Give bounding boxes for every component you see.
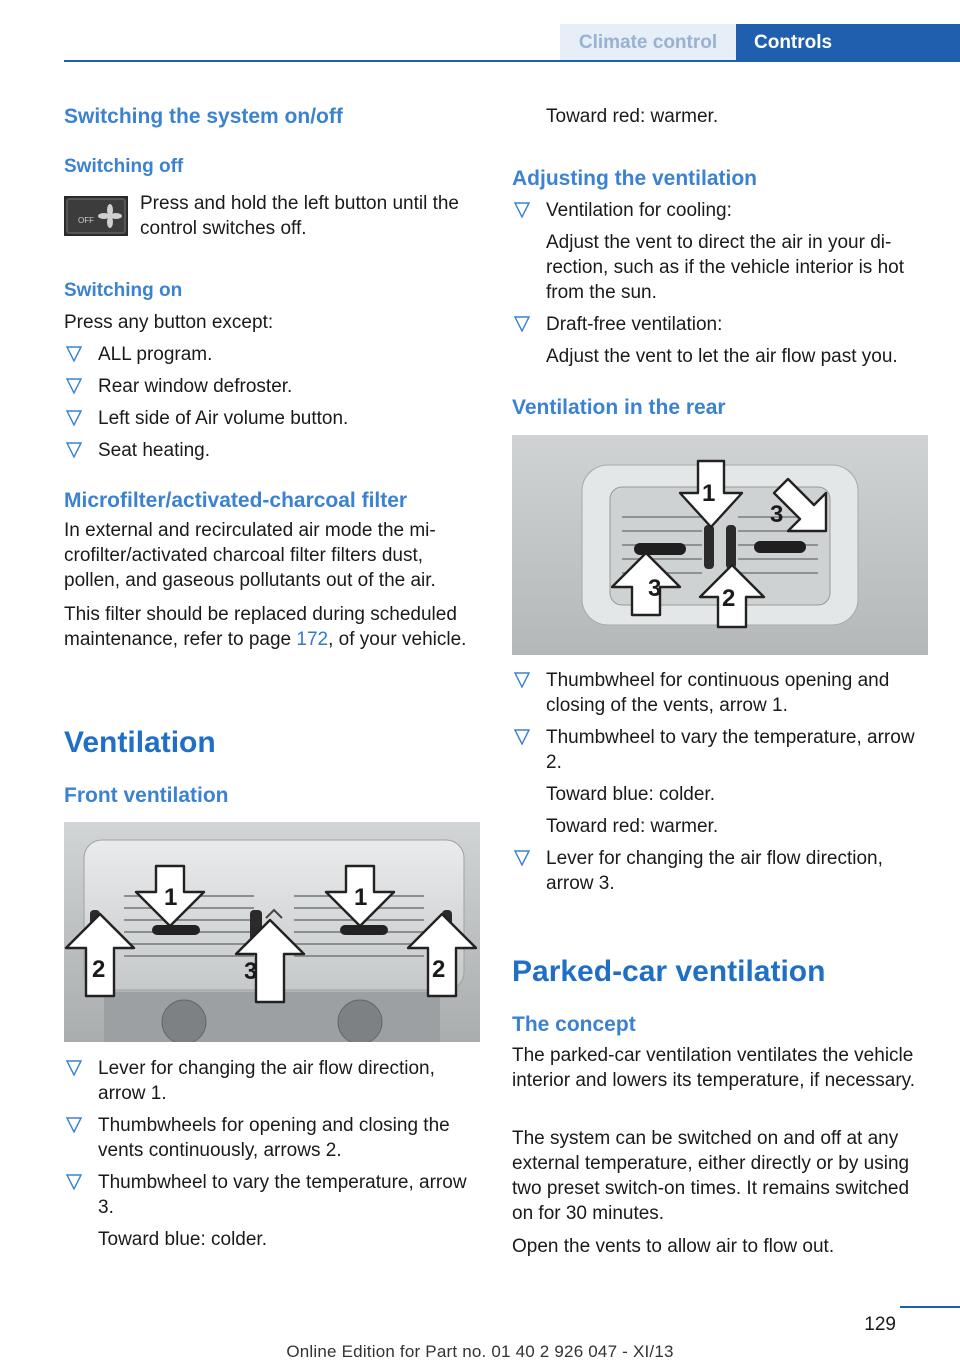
heading-switching-off: Switching off: [64, 156, 184, 177]
concept-paragraph-3: Open the vents to allow air to flow out.: [512, 1236, 835, 1257]
front-arrow-label: 1: [354, 884, 368, 911]
footer-edition: Online Edition for Part no. 01 40 2 926 047 - XI/13: [286, 1342, 674, 1361]
page-number: 129: [864, 1314, 896, 1335]
adjust-detail: Adjust the vent to let the air flow past you.: [546, 346, 898, 367]
switching-off-text: Press and hold the left button until the control switches off.: [140, 193, 459, 239]
bullet-triangle-icon: [66, 1174, 82, 1190]
bullet-triangle-icon: [66, 346, 82, 362]
rear-arrow-label: 1: [702, 480, 716, 507]
list-item: Lever for changing the air flow direction, arrow 3.: [512, 846, 930, 896]
list-item: Thumbwheel for continuous opening and closing of the vents, arrow 1.: [512, 668, 930, 718]
concept-paragraph-1: The parked-car ventilation ventilates the vehicle interior and lowers its temperature, if necessary.: [512, 1045, 916, 1091]
bullet-triangle-icon: [66, 378, 82, 394]
bullet-triangle-icon: [514, 202, 530, 218]
heading-the-concept: The concept: [512, 1013, 636, 1036]
list-item: Rear window defroster.: [64, 374, 482, 399]
bullet-triangle-icon: [66, 442, 82, 458]
list-item: Ventilation for cooling:: [512, 198, 930, 223]
concept-paragraph-2: The system can be switched on and off at any external temperature, either directly or by using two preset switch-on times. It remains switched on for 30 minutes.: [512, 1128, 910, 1224]
bullet-triangle-icon: [66, 1060, 82, 1076]
rear-cold-note: Toward blue: colder.: [546, 784, 715, 805]
filter-paragraph-1: In external and recirculated air mode the microfilter/activated charcoal filter filters dust, pollen, and gaseous pollutants out of the air.: [64, 520, 436, 591]
adjust-list: [512, 198, 930, 369]
bullet-triangle-icon: [514, 316, 530, 332]
heading-switching-on: Switching on: [64, 280, 183, 301]
heading-microfilter: Microfilter/activated-charcoal filter: [64, 489, 408, 512]
header-rule: [64, 60, 960, 62]
front-warm-note: Toward red: warmer.: [546, 106, 719, 127]
heading-switching: Switching the system on/off: [64, 105, 343, 128]
heading-ventilation: Ventilation: [64, 726, 216, 759]
footer-rule: [900, 1306, 960, 1308]
switching-on-intro: Press any button except:: [64, 312, 274, 333]
front-cold-note: Toward blue: colder.: [98, 1229, 267, 1250]
heading-rear-ventilation: Ventilation in the rear: [512, 396, 726, 419]
page-reference-link[interactable]: 172: [296, 629, 329, 650]
rear-vent-illustration: [512, 435, 928, 655]
heading-front-ventilation: Front ventilation: [64, 784, 229, 807]
svg-text:OFF: OFF: [78, 216, 94, 225]
adjust-detail: Adjust the vent to direct the air in your direction, such as if the vehicle interior is hot from the sun.: [546, 232, 905, 303]
bullet-triangle-icon: [66, 410, 82, 426]
front-vent-illustration: [64, 822, 480, 1042]
bullet-triangle-icon: [514, 672, 530, 688]
heading-adjusting-ventilation: Adjusting the ventilation: [512, 167, 757, 190]
list-item: Thumbwheel to vary the temperature, arrow 2.: [512, 725, 930, 775]
front-arrow-label: 1: [164, 884, 178, 911]
list-item: Thumbwheels for opening and closing the vents continuously, arrows 2.: [64, 1113, 482, 1163]
rear-warm-note: Toward red: warmer.: [546, 816, 719, 837]
header-chapter-tab[interactable]: Controls: [736, 24, 960, 62]
front-arrow-label: 3: [244, 958, 258, 985]
switching-on-list: [64, 342, 482, 463]
rear-ventilation-figure: [512, 435, 928, 655]
climate-off-button-image: [64, 196, 128, 236]
bullet-triangle-icon: [514, 850, 530, 866]
list-item: Lever for changing the air flow direction, arrow 1.: [64, 1056, 482, 1106]
rear-arrow-label: 3: [648, 575, 662, 602]
list-item: ALL program.: [64, 342, 482, 367]
front-arrow-label: 2: [432, 956, 446, 983]
rear-arrow-label: 2: [722, 585, 736, 612]
front-ventilation-figure: [64, 822, 480, 1042]
bullet-triangle-icon: [66, 1117, 82, 1133]
filter-paragraph-2: This filter should be replaced during scheduled maintenance, refer to page 172, of your vehicle.: [64, 604, 467, 650]
front-vent-list: [64, 1056, 482, 1252]
bullet-triangle-icon: [514, 729, 530, 745]
front-arrow-label: 2: [92, 956, 106, 983]
rear-arrow-label: 3: [770, 501, 784, 528]
list-item: Left side of Air volume button.: [64, 406, 482, 431]
list-item: Seat heating.: [64, 438, 482, 463]
rear-vent-list: [512, 668, 930, 896]
header-section-title: Climate control: [560, 24, 736, 62]
heading-parked-car-ventilation: Parked-car ventilation: [512, 955, 826, 988]
list-item: Draft-free ventilation:: [512, 312, 930, 337]
list-item: Thumbwheel to vary the temperature, arrow 3.: [64, 1170, 482, 1220]
